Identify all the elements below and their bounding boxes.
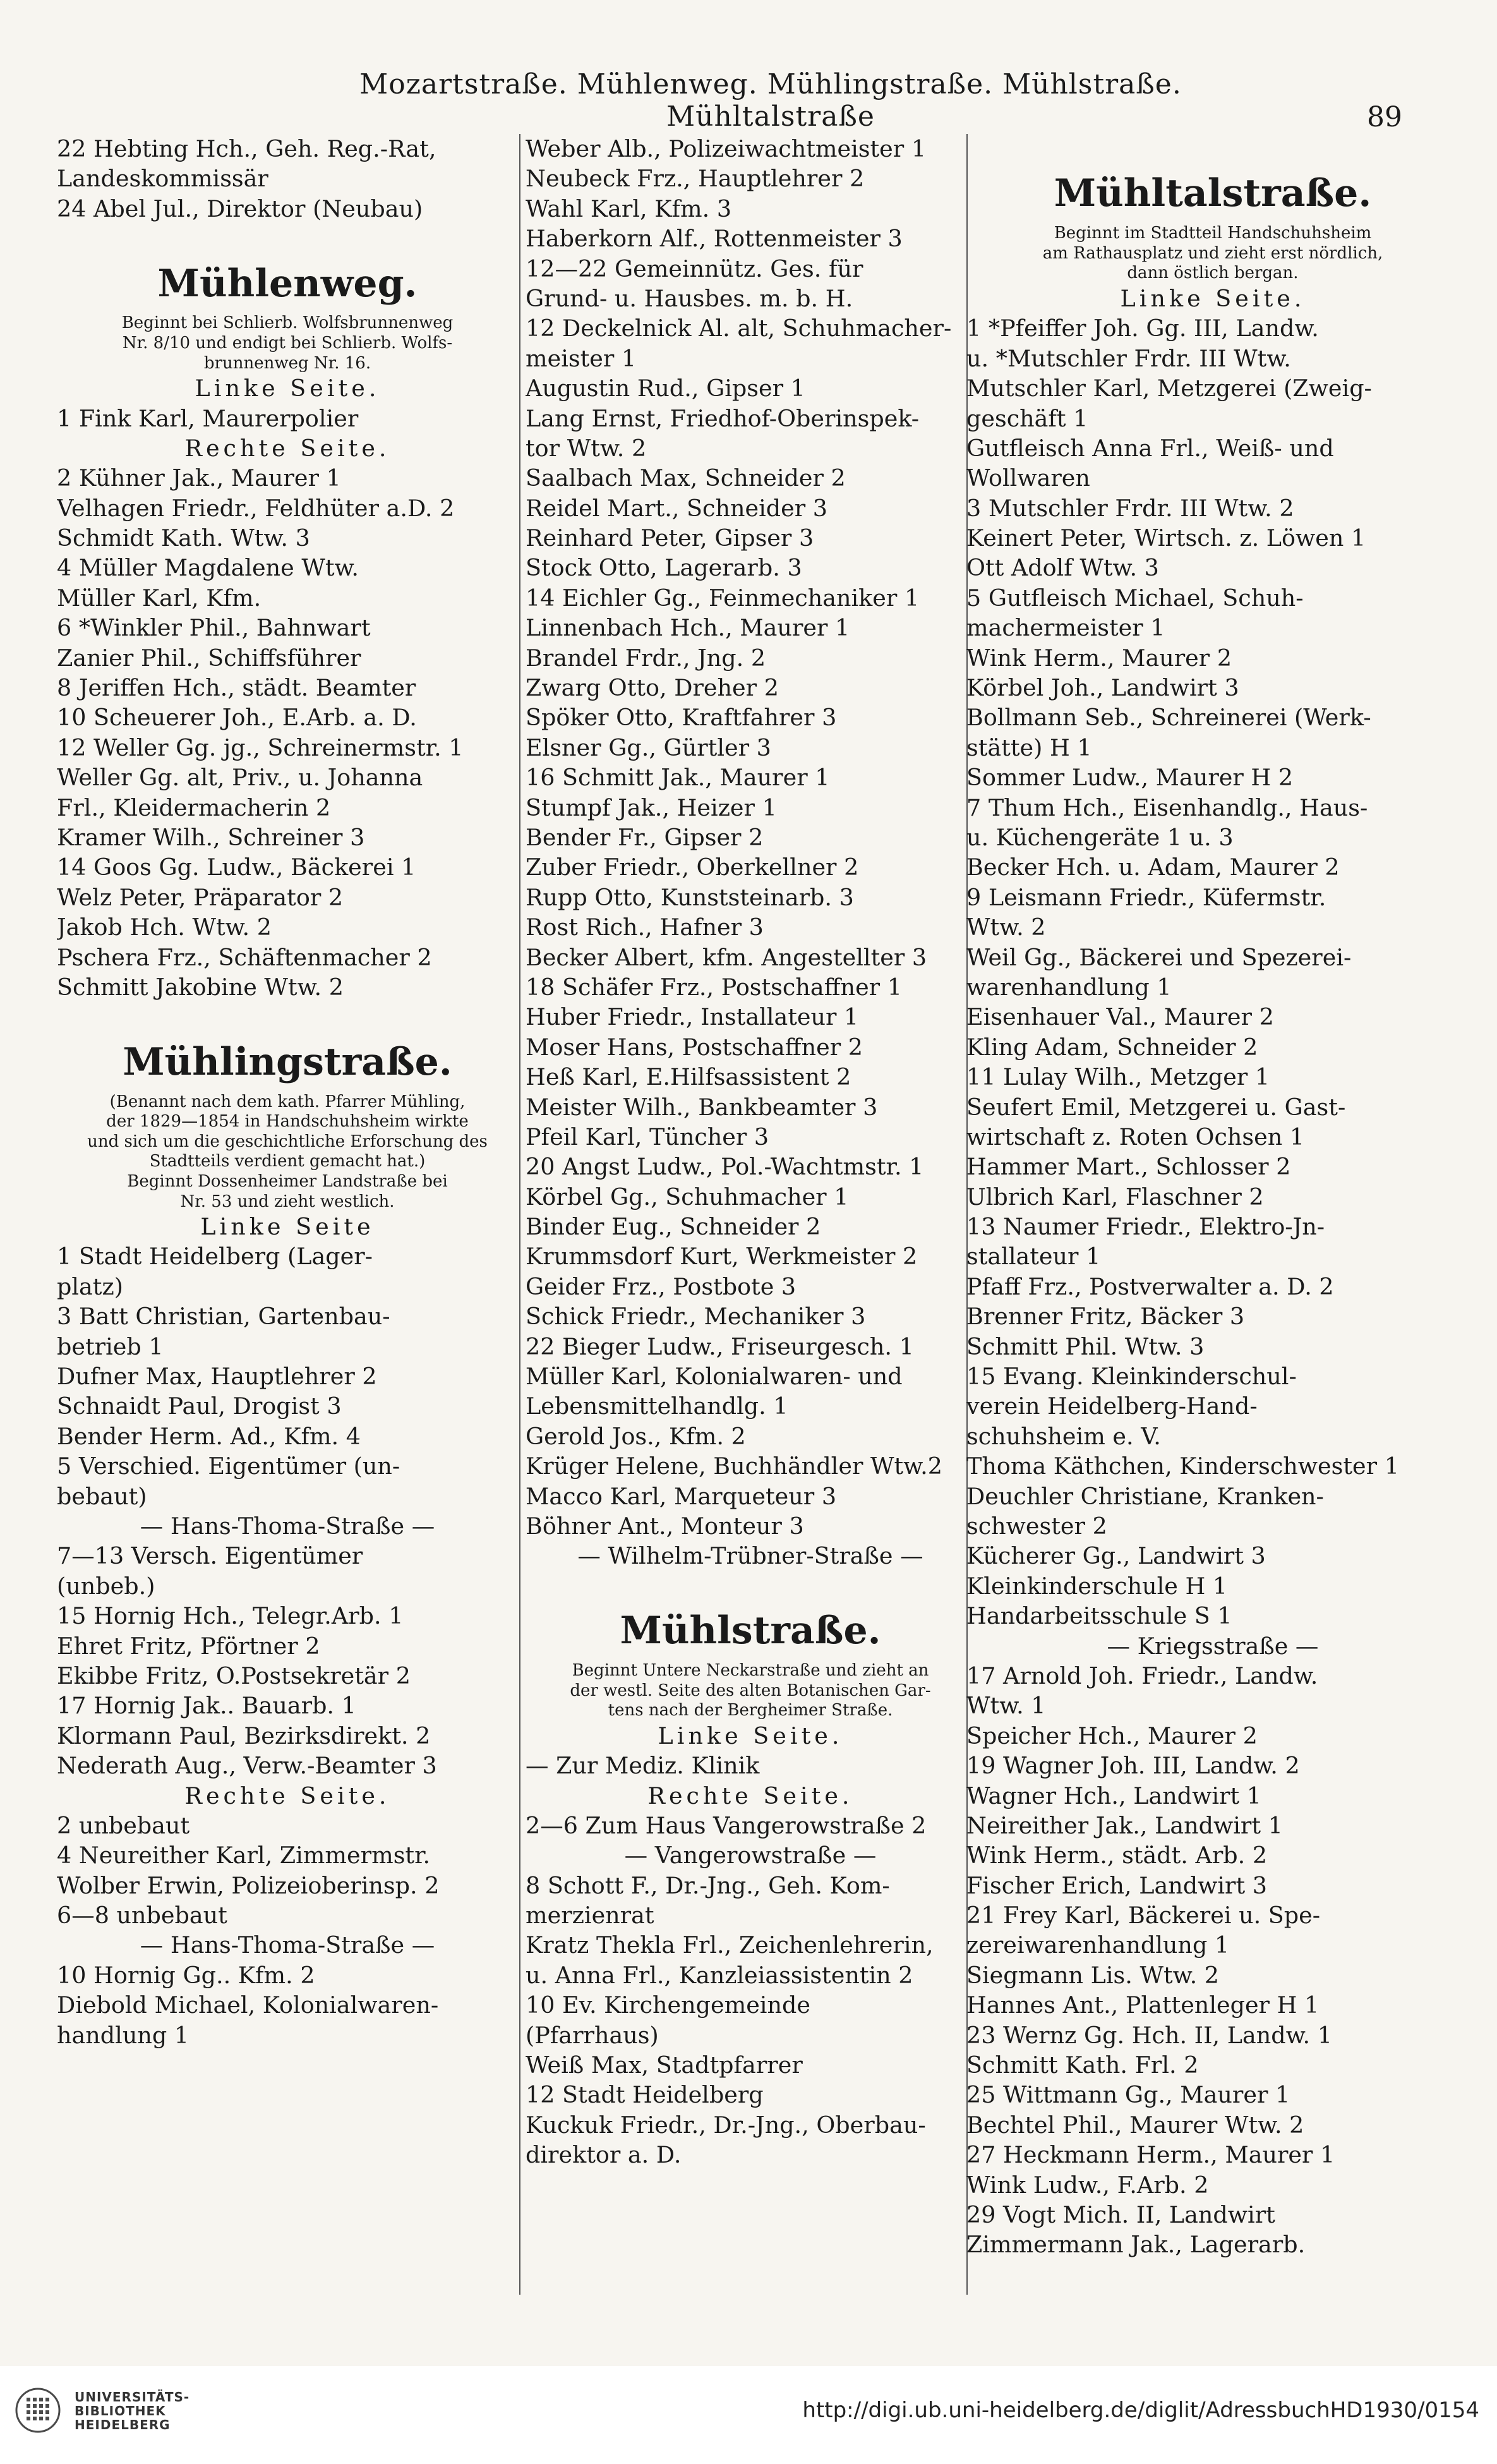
address-entry: 27 Heckmann Herm., Maurer 1 xyxy=(966,2141,1335,2169)
address-entry: Ehret Fritz, Pförtner 2 xyxy=(57,1632,320,1660)
street-description: Beginnt im Stadtteil Handschuhsheim xyxy=(1054,224,1372,243)
address-entry: Schmitt Phil. Wtw. 3 xyxy=(966,1332,1205,1360)
address-entry: Zanier Phil., Schiffsführer xyxy=(57,644,361,672)
column-divider-left xyxy=(519,134,520,2295)
address-entry: Landeskommissär xyxy=(57,165,268,193)
address-entry: Elsner Gg., Gürtler 3 xyxy=(526,734,771,761)
side-heading: Linke Seite. xyxy=(195,375,380,402)
address-entry: — Zur Mediz. Klinik xyxy=(526,1752,760,1780)
address-entry: 21 Frey Karl, Bäckerei u. Spe- xyxy=(966,1902,1321,1930)
address-entry: Zimmermann Jak., Lagerarb. xyxy=(966,2231,1306,2259)
address-entry: Schmidt Kath. Wtw. 3 xyxy=(57,524,310,552)
address-entry: Pfaff Frz., Postverwalter a. D. 2 xyxy=(966,1272,1334,1300)
address-entry: Sommer Ludw., Maurer H 2 xyxy=(966,764,1294,792)
address-entry: Weber Alb., Polizeiwachtmeister 1 xyxy=(526,135,927,162)
address-entry: Reinhard Peter, Gipser 3 xyxy=(526,524,814,552)
address-entry: warenhandlung 1 xyxy=(966,973,1172,1001)
address-entry: Krummsdorf Kurt, Werkmeister 2 xyxy=(526,1243,918,1271)
address-entry: 7—13 Versch. Eigentümer xyxy=(57,1542,363,1570)
address-entry: 25 Wittmann Gg., Maurer 1 xyxy=(966,2081,1290,2109)
cross-street: — Hans-Thoma-Straße — xyxy=(140,1931,435,1959)
address-entry: Schick Friedr., Mechaniker 3 xyxy=(526,1303,866,1331)
address-entry: 16 Schmitt Jak., Maurer 1 xyxy=(526,764,830,792)
address-entry: Wink Ludw., F.Arb. 2 xyxy=(966,2171,1209,2199)
address-entry: 5 Gutfleisch Michael, Schuh- xyxy=(966,584,1304,612)
address-entry: Wtw. 1 xyxy=(966,1692,1046,1720)
street-description: der westl. Seite des alten Botanischen Gar- xyxy=(570,1681,931,1700)
address-entry: Ott Adolf Wtw. 3 xyxy=(966,554,1159,582)
address-entry: Wagner Hch., Landwirt 1 xyxy=(966,1782,1261,1809)
address-entry: schwester 2 xyxy=(966,1512,1107,1540)
address-entry: 10 Hornig Gg.. Kfm. 2 xyxy=(57,1961,315,1989)
address-entry: Moser Hans, Postschaffner 2 xyxy=(526,1033,863,1061)
address-entry: 23 Wernz Gg. Hch. II, Landw. 1 xyxy=(966,2021,1332,2049)
address-entry: Becker Hch. u. Adam, Maurer 2 xyxy=(966,854,1340,881)
cross-street: — Wilhelm-Trübner-Straße — xyxy=(577,1542,923,1570)
address-entry: 18 Schäfer Frz., Postschaffner 1 xyxy=(526,973,902,1001)
address-entry: Welz Peter, Präparator 2 xyxy=(57,883,344,911)
address-entry: Bender Fr., Gipser 2 xyxy=(526,823,764,851)
address-entry: Eisenhauer Val., Maurer 2 xyxy=(966,1003,1274,1031)
university-library-logo-icon xyxy=(13,2385,63,2436)
street-heading: Mühlenweg. xyxy=(157,261,418,306)
address-entry: 11 Lulay Wilh., Metzger 1 xyxy=(966,1063,1270,1091)
address-entry: Siegmann Lis. Wtw. 2 xyxy=(966,1961,1220,1989)
spacer xyxy=(966,134,1459,164)
address-entry: schuhsheim e. V. xyxy=(966,1422,1161,1450)
address-entry: Saalbach Max, Schneider 2 xyxy=(526,464,846,492)
address-entry: Kramer Wilh., Schreiner 3 xyxy=(57,824,365,851)
address-entry: Becker Albert, kfm. Angestellter 3 xyxy=(526,943,927,971)
address-entry: (unbeb.) xyxy=(57,1572,155,1600)
cross-street: — Hans-Thoma-Straße — xyxy=(140,1513,435,1540)
street-description: tens nach der Bergheimer Straße. xyxy=(608,1701,893,1720)
address-entry: 19 Wagner Joh. III, Landw. 2 xyxy=(966,1752,1300,1780)
address-entry: zereiwarenhandlung 1 xyxy=(966,1931,1230,1959)
address-entry: verein Heidelberg-Hand- xyxy=(966,1392,1258,1420)
street-description: Beginnt Dossenheimer Landstraße bei xyxy=(127,1171,448,1191)
street-description: (Benannt nach dem kath. Pfarrer Mühling, xyxy=(109,1092,466,1111)
street-description: am Rathausplatz und zieht erst nördlich, xyxy=(1042,243,1383,263)
address-entry: 6 *Winkler Phil., Bahnwart xyxy=(57,614,371,642)
address-entry: Macco Karl, Marqueteur 3 xyxy=(526,1482,837,1510)
address-entry: 10 Scheuerer Joh., E.Arb. a. D. xyxy=(57,704,417,732)
address-entry: Kücherer Gg., Landwirt 3 xyxy=(966,1542,1266,1570)
address-entry: Augustin Rud., Gipser 1 xyxy=(526,375,805,402)
address-entry: 8 Schott F., Dr.-Jng., Geh. Kom- xyxy=(526,1871,890,1899)
address-entry: Gutfleisch Anna Frl., Weiß- und xyxy=(966,434,1334,462)
column-left xyxy=(57,134,518,2301)
column-middle xyxy=(526,134,975,2301)
address-entry: Stock Otto, Lagerarb. 3 xyxy=(526,554,802,582)
street-description: Nr. 53 und zieht westlich. xyxy=(180,1192,395,1211)
address-entry: 3 Batt Christian, Gartenbau- xyxy=(57,1303,390,1331)
address-entry: Zwarg Otto, Dreher 2 xyxy=(526,674,779,702)
address-entry: Körbel Joh., Landwirt 3 xyxy=(966,674,1239,702)
address-entry: Wink Herm., Maurer 2 xyxy=(966,644,1232,672)
address-entry: bebaut) xyxy=(57,1482,147,1510)
permalink-url[interactable]: http://digi.ub.uni-heidelberg.de/diglit/AdressbuchHD1930/0154 xyxy=(802,2398,1479,2423)
street-heading: Mühltalstraße. xyxy=(1054,171,1372,216)
address-entry: Rost Rich., Hafner 3 xyxy=(526,914,764,941)
street-description: und sich um die geschichtliche Erforschung des xyxy=(87,1132,488,1151)
address-entry: Meister Wilh., Bankbeamter 3 xyxy=(526,1093,878,1121)
address-entry: Schnaidt Paul, Drogist 3 xyxy=(57,1392,342,1420)
address-entry: 2 Kühner Jak., Maurer 1 xyxy=(57,464,341,492)
address-entry: Wtw. 2 xyxy=(966,914,1046,941)
address-entry: Grund- u. Hausbes. m. b. H. xyxy=(526,284,853,312)
address-entry: 6—8 unbebaut xyxy=(57,1902,227,1930)
spacer xyxy=(57,1002,518,1032)
address-entry: Huber Friedr., Installateur 1 xyxy=(526,1003,859,1031)
address-entry: merzienrat xyxy=(526,1902,654,1930)
address-entry: Rupp Otto, Kunststeinarb. 3 xyxy=(526,883,854,911)
address-entry: Bechtel Phil., Maurer Wtw. 2 xyxy=(966,2111,1304,2139)
address-entry: platz) xyxy=(57,1272,123,1300)
address-entry: 10 Ev. Kirchengemeinde xyxy=(526,1991,810,2019)
address-entry: geschäft 1 xyxy=(966,404,1088,432)
library-name-line-1: UNIVERSITÄTS- xyxy=(75,2389,190,2405)
address-entry: machermeister 1 xyxy=(966,614,1165,642)
address-entry: 24 Abel Jul., Direktor (Neubau) xyxy=(57,195,423,222)
address-entry: 20 Angst Ludw., Pol.-Wachtmstr. 1 xyxy=(526,1153,924,1181)
side-heading: Linke Seite xyxy=(200,1213,375,1241)
address-entry: Kling Adam, Schneider 2 xyxy=(966,1033,1258,1061)
street-description: Nr. 8/10 und endigt bei Schlierb. Wolfs- xyxy=(122,333,453,353)
address-entry: Wink Herm., städt. Arb. 2 xyxy=(966,1842,1268,1869)
street-description: Beginnt bei Schlierb. Wolfsbrunnenweg xyxy=(121,313,454,333)
address-entry: Speicher Hch., Maurer 2 xyxy=(966,1722,1258,1749)
address-entry: Körbel Gg., Schuhmacher 1 xyxy=(526,1183,849,1211)
address-entry: 4 Neureither Karl, Zimmermstr. xyxy=(57,1842,431,1869)
cross-street: — Vangerowstraße — xyxy=(624,1842,877,1869)
address-entry: Gerold Jos., Kfm. 2 xyxy=(526,1422,746,1450)
side-heading: Rechte Seite. xyxy=(647,1782,853,1809)
address-entry: Lang Ernst, Friedhof-Oberinspek- xyxy=(526,404,920,432)
address-entry: Velhagen Friedr., Feldhüter a.D. 2 xyxy=(57,494,455,522)
address-entry: Zuber Friedr., Oberkellner 2 xyxy=(526,854,859,881)
address-entry: Keinert Peter, Wirtsch. z. Löwen 1 xyxy=(966,524,1366,552)
address-entry: stallateur 1 xyxy=(966,1243,1101,1271)
library-name-line-2: BIBLIOTHEK xyxy=(75,2403,166,2419)
address-entry: 14 Goos Gg. Ludw., Bäckerei 1 xyxy=(57,854,416,881)
address-entry: Diebold Michael, Kolonialwaren- xyxy=(57,1991,439,2019)
address-entry: Kuckuk Friedr., Dr.-Jng., Oberbau- xyxy=(526,2111,926,2139)
address-entry: Weller Gg. alt, Priv., u. Johanna xyxy=(57,764,423,792)
address-entry: Lebensmittelhandlg. 1 xyxy=(526,1392,788,1420)
address-entry: u. *Mutschler Frdr. III Wtw. xyxy=(966,344,1291,372)
address-entry: Spöker Otto, Kraftfahrer 3 xyxy=(526,704,837,732)
address-entry: 4 Müller Magdalene Wtw. xyxy=(57,554,359,582)
address-entry: 15 Evang. Kleinkinderschul- xyxy=(966,1363,1297,1391)
address-entry: 9 Leismann Friedr., Küfermstr. xyxy=(966,883,1326,911)
address-entry: 15 Hornig Hch., Telegr.Arb. 1 xyxy=(57,1602,404,1630)
street-heading: Mühlingstraße. xyxy=(123,1039,452,1084)
address-entry: Böhner Ant., Monteur 3 xyxy=(526,1512,804,1540)
address-entry: 12 Deckelnick Al. alt, Schuhmacher- xyxy=(526,315,952,342)
side-heading: Rechte Seite. xyxy=(184,434,390,462)
address-entry: 17 Arnold Joh. Friedr., Landw. xyxy=(966,1662,1318,1689)
viewer-footer xyxy=(0,2366,1497,2464)
column-right xyxy=(966,134,1459,2301)
address-entry: 13 Naumer Friedr., Elektro-Jn- xyxy=(966,1213,1325,1241)
address-entry: Jakob Hch. Wtw. 2 xyxy=(57,914,272,941)
spacer xyxy=(57,224,518,253)
address-entry: Wahl Karl, Kfm. 3 xyxy=(526,195,732,222)
address-entry: Wolber Erwin, Polizeioberinsp. 2 xyxy=(57,1871,440,1899)
address-entry: direktor a. D. xyxy=(526,2141,682,2169)
library-name xyxy=(75,2390,264,2432)
address-entry: Müller Karl, Kfm. xyxy=(57,584,262,612)
street-description: dann östlich bergan. xyxy=(1127,263,1299,283)
address-entry: Wollwaren xyxy=(966,464,1090,492)
address-entry: Neubeck Frz., Hauptlehrer 2 xyxy=(526,165,865,193)
address-entry: 1 *Pfeiffer Joh. Gg. III, Landw. xyxy=(966,315,1319,342)
address-entry: 14 Eichler Gg., Feinmechaniker 1 xyxy=(526,584,920,612)
address-entry: u. Anna Frl., Kanzleiassistentin 2 xyxy=(526,1961,913,1989)
side-heading: Rechte Seite. xyxy=(184,1782,390,1809)
address-entry: 2—6 Zum Haus Vangerowstraße 2 xyxy=(526,1811,927,1839)
address-entry: Seufert Emil, Metzgerei u. Gast- xyxy=(966,1093,1346,1121)
address-entry: Heß Karl, E.Hilfsassistent 2 xyxy=(526,1063,851,1091)
address-entry: Hannes Ant., Plattenleger H 1 xyxy=(966,1991,1320,2019)
address-entry: Kleinkinderschule H 1 xyxy=(966,1572,1228,1600)
address-entry: Müller Karl, Kolonialwaren- und xyxy=(526,1363,903,1391)
address-entry: Hammer Mart., Schlosser 2 xyxy=(966,1153,1291,1181)
address-entry: Ekibbe Fritz, O.Postsekretär 2 xyxy=(57,1662,411,1689)
street-description: Beginnt Untere Neckarstraße und zieht an xyxy=(572,1660,929,1680)
address-entry: betrieb 1 xyxy=(57,1332,164,1360)
side-heading: Linke Seite. xyxy=(1120,284,1306,312)
address-entry: Reidel Mart., Schneider 3 xyxy=(526,494,828,522)
address-entry: Haberkorn Alf., Rottenmeister 3 xyxy=(526,225,903,253)
address-entry: Weil Gg., Bäckerei und Spezerei- xyxy=(966,943,1352,971)
address-entry: Deuchler Christiane, Kranken- xyxy=(966,1482,1324,1510)
address-entry: Neireither Jak., Landwirt 1 xyxy=(966,1811,1283,1839)
page-header: Mozartstraße. Mühlenweg. Mühlingstraße. Mühlstraße. Mühltalstraße xyxy=(359,68,1182,133)
address-entry: wirtschaft z. Roten Ochsen 1 xyxy=(966,1123,1305,1150)
address-entry: 7 Thum Hch., Eisenhandlg., Haus- xyxy=(966,794,1368,821)
address-entry: Dufner Max, Hauptlehrer 2 xyxy=(57,1363,377,1391)
address-entry: Frl., Kleidermacherin 2 xyxy=(57,794,331,821)
address-entry: Schmitt Jakobine Wtw. 2 xyxy=(57,973,344,1001)
address-entry: Fischer Erich, Landwirt 3 xyxy=(966,1871,1267,1899)
cross-street: — Kriegsstraße — xyxy=(1107,1632,1319,1660)
address-entry: 22 Bieger Ludw., Friseurgesch. 1 xyxy=(526,1332,914,1360)
address-entry: 1 Stadt Heidelberg (Lager- xyxy=(57,1243,373,1271)
side-heading: Linke Seite. xyxy=(658,1722,843,1749)
address-entry: 12 Weller Gg. jg., Schreinermstr. 1 xyxy=(57,734,464,761)
address-entry: 12—22 Gemeinnütz. Ges. für xyxy=(526,255,863,282)
address-entry: 2 unbebaut xyxy=(57,1811,190,1839)
address-entry: 3 Mutschler Frdr. III Wtw. 2 xyxy=(966,494,1294,522)
address-entry: Bollmann Seb., Schreinerei (Werk- xyxy=(966,704,1371,732)
address-entry: Binder Eug., Schneider 2 xyxy=(526,1213,821,1241)
address-entry: 1 Fink Karl, Maurerpolier xyxy=(57,404,359,432)
address-entry: Nederath Aug., Verw.-Beamter 3 xyxy=(57,1752,437,1780)
address-entry: Kratz Thekla Frl., Zeichenlehrerin, xyxy=(526,1931,934,1959)
address-entry: stätte) H 1 xyxy=(966,734,1092,761)
address-entry: Handarbeitsschule S 1 xyxy=(966,1602,1232,1630)
address-entry: Thoma Käthchen, Kinderschwester 1 xyxy=(966,1452,1399,1480)
address-entry: u. Küchengeräte 1 u. 3 xyxy=(966,824,1234,851)
address-entry: Ulbrich Karl, Flaschner 2 xyxy=(966,1183,1264,1211)
street-description: Stadtteils verdient gemacht hat.) xyxy=(149,1152,426,1171)
address-entry: Linnenbach Hch., Maurer 1 xyxy=(526,614,850,642)
address-entry: Stumpf Jak., Heizer 1 xyxy=(526,794,777,821)
address-entry: Schmitt Kath. Frl. 2 xyxy=(966,2051,1199,2079)
address-entry: Weiß Max, Stadtpfarrer xyxy=(526,2051,803,2079)
address-entry: 22 Hebting Hch., Geh. Reg.-Rat, xyxy=(57,135,436,162)
library-name-line-3: HEIDELBERG xyxy=(75,2417,171,2432)
address-entry: Geider Frz., Postbote 3 xyxy=(526,1272,797,1300)
address-entry: Pfeil Karl, Tüncher 3 xyxy=(526,1123,769,1150)
address-entry: meister 1 xyxy=(526,344,637,372)
street-description: brunnenweg Nr. 16. xyxy=(203,353,371,373)
address-entry: 17 Hornig Jak.. Bauarb. 1 xyxy=(57,1692,356,1720)
address-entry: Pschera Frz., Schäftenmacher 2 xyxy=(57,943,432,971)
address-entry: Mutschler Karl, Metzgerei (Zweig- xyxy=(966,375,1372,402)
address-entry: Klormann Paul, Bezirksdirekt. 2 xyxy=(57,1722,431,1749)
address-entry: Brenner Fritz, Bäcker 3 xyxy=(966,1303,1245,1331)
address-entry: Bender Herm. Ad., Kfm. 4 xyxy=(57,1422,361,1450)
address-entry: Krüger Helene, Buchhändler Wtw.2 xyxy=(526,1452,942,1480)
street-heading: Mühlstraße. xyxy=(620,1609,881,1653)
address-entry: (Pfarrhaus) xyxy=(526,2021,659,2049)
page-number: 89 xyxy=(1367,101,1402,133)
address-entry: 8 Jeriffen Hch., städt. Beamter xyxy=(57,674,416,702)
spacer xyxy=(526,1571,975,1601)
address-entry: Brandel Frdr., Jng. 2 xyxy=(526,644,766,672)
address-entry: 12 Stadt Heidelberg xyxy=(526,2081,764,2109)
address-entry: 29 Vogt Mich. II, Landwirt xyxy=(966,2201,1275,2228)
address-entry: tor Wtw. 2 xyxy=(526,434,647,462)
address-entry: handlung 1 xyxy=(57,2021,189,2049)
address-entry: 5 Verschied. Eigentümer (un- xyxy=(57,1452,400,1480)
street-description: der 1829—1854 in Handschuhsheim wirkte xyxy=(106,1112,469,1132)
